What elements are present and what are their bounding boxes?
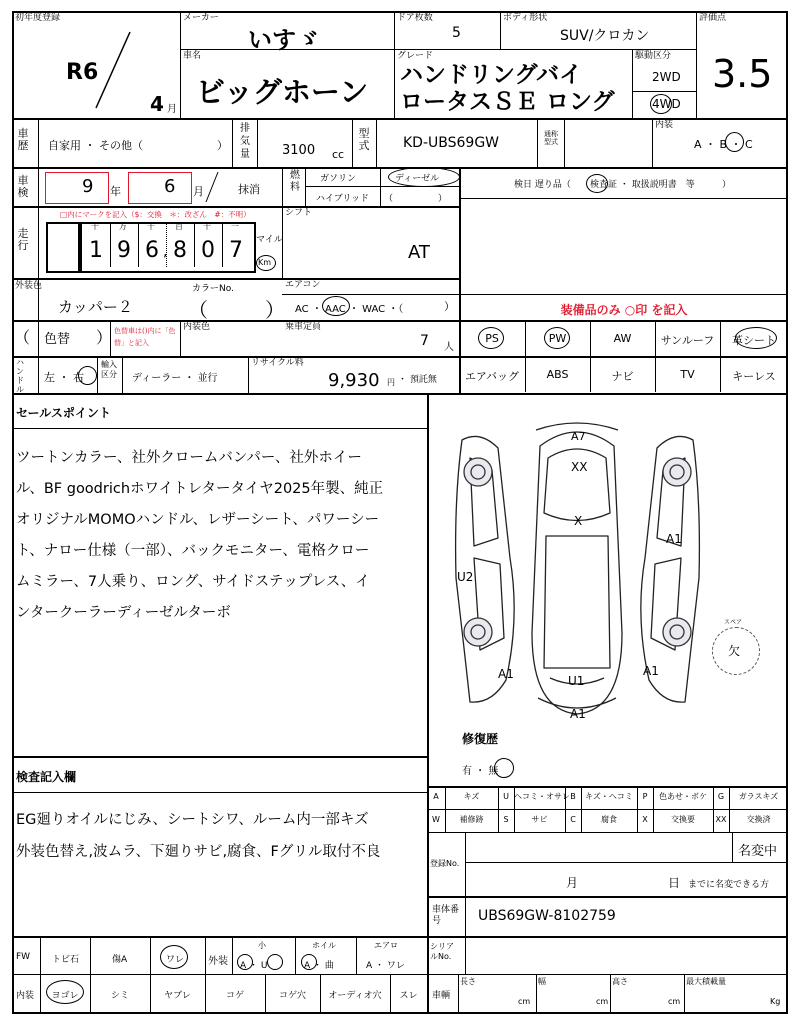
color-no-close: ） bbox=[265, 298, 285, 322]
history-text: 自家用 ・ その他（ bbox=[48, 139, 143, 152]
odo-digit: 0 bbox=[201, 238, 215, 263]
aero-opts: A ・ ワレ bbox=[366, 961, 405, 971]
doors: 5 bbox=[452, 25, 461, 41]
mile-label: マイル bbox=[256, 235, 283, 245]
import: ディーラー ・ 並行 bbox=[132, 373, 218, 384]
divider bbox=[12, 393, 788, 395]
insp-year: 9 bbox=[82, 176, 94, 197]
divider bbox=[720, 320, 721, 356]
interior-item: オーディオ穴 bbox=[328, 991, 382, 1001]
divider bbox=[632, 49, 633, 118]
legend-desc: キズ・ヘコミ bbox=[585, 792, 633, 801]
first-reg-month: 4 bbox=[150, 92, 164, 116]
damage-left-side: U2 bbox=[457, 570, 474, 584]
docs-prefix: 検日 遅り品（ bbox=[514, 180, 571, 190]
serial-label: シリアルNo. bbox=[430, 942, 454, 961]
legend-desc: ヘコミ・オサレ bbox=[514, 792, 570, 801]
divider bbox=[536, 974, 537, 1014]
divider bbox=[655, 320, 656, 356]
legend-code: A bbox=[433, 792, 439, 801]
odo-divider bbox=[110, 223, 111, 267]
repaint-close: ） bbox=[96, 328, 113, 347]
repair-label: 修復歴 bbox=[462, 732, 499, 746]
selected-small-u-mark bbox=[267, 954, 283, 970]
divider bbox=[12, 756, 427, 758]
divider bbox=[459, 320, 788, 321]
odo-digit: 1 bbox=[89, 238, 103, 263]
aero-label: エアロ bbox=[374, 941, 398, 950]
odo-unit-label: 十 bbox=[91, 222, 99, 231]
sales-point-line: ル、BF goodrichホワイトレタータイヤ2025年製、純正 bbox=[16, 481, 384, 497]
body-label: ボディ形状 bbox=[503, 13, 548, 23]
selected-small-a-mark bbox=[237, 954, 253, 970]
legend-desc: サビ bbox=[531, 815, 548, 824]
insp-year-suffix: 年 bbox=[110, 185, 121, 198]
width-unit: cm bbox=[596, 997, 609, 1006]
odo-digit: 7 bbox=[229, 238, 243, 263]
sales-point-line: オリジナルMOMOハンドル、レザーシート、パワーシー bbox=[16, 512, 380, 528]
common-model-label: 通称型式 bbox=[544, 130, 558, 146]
divider bbox=[380, 167, 381, 206]
length-label: 長さ bbox=[460, 977, 476, 986]
odo-unit-label: 十 bbox=[203, 222, 211, 231]
odo-digit: 6 bbox=[145, 238, 159, 263]
score-label: 評価点 bbox=[699, 13, 727, 23]
mileage-mark-box bbox=[46, 222, 80, 273]
interior-grade-label: 内装 bbox=[655, 120, 674, 130]
divider bbox=[652, 118, 653, 167]
divider bbox=[352, 118, 353, 167]
name-change: 名変中 bbox=[738, 844, 778, 859]
divider bbox=[590, 356, 591, 392]
divider bbox=[394, 11, 395, 118]
divider bbox=[90, 936, 91, 974]
deregistered: 抹消 bbox=[238, 183, 260, 196]
divider bbox=[564, 118, 565, 167]
history-label: 車歴 bbox=[17, 127, 29, 152]
selected-pw-mark bbox=[544, 327, 570, 349]
wheel-opts: A ・ 曲 bbox=[304, 961, 334, 971]
fuel-hybrid: ハイブリッド bbox=[316, 194, 370, 204]
legend-desc: 補修跡 bbox=[459, 815, 484, 824]
selected-diesel-mark bbox=[388, 167, 460, 187]
first-reg-label: 初年度登録 bbox=[15, 13, 61, 23]
divider bbox=[610, 974, 611, 1014]
spare-label: スペア bbox=[724, 619, 743, 626]
car-name: ビッグホーン bbox=[196, 75, 369, 109]
selected-ps-mark bbox=[478, 327, 504, 349]
divider bbox=[465, 862, 788, 863]
odo-unit-label: 千 bbox=[147, 222, 155, 231]
damage-rear-right: A1 bbox=[643, 664, 659, 678]
recycle-label: リサイクル料 bbox=[251, 358, 304, 368]
selected-crack-w-mark bbox=[160, 945, 188, 969]
interior-grades: A ・ B ・ C bbox=[694, 138, 753, 151]
reg-month: 月 bbox=[566, 876, 579, 890]
equipment-item: ABS bbox=[546, 368, 569, 381]
divider bbox=[12, 206, 460, 208]
fuel-diesel: ディーゼル bbox=[395, 174, 440, 184]
fuel-gasoline: ガソリン bbox=[320, 174, 357, 184]
divider bbox=[500, 11, 501, 49]
docs-label: 検査証 ・ 取扱説明書 等 bbox=[590, 180, 695, 190]
ac-label: エアコン bbox=[285, 280, 321, 290]
damage-rear-left: A1 bbox=[498, 667, 514, 681]
equipment-header: 装備品のみ ○印 を記入 bbox=[560, 303, 688, 317]
sales-point-line: ト、ナロー仕様（一部）、バックモニター、電格クロー bbox=[16, 543, 370, 559]
ac-options: AC ・ AAC ・ WAC ・（ bbox=[295, 304, 404, 315]
recycle-note: ・ 預託無 bbox=[398, 375, 437, 385]
capacity: 7 bbox=[420, 333, 429, 349]
odo-divider bbox=[222, 223, 223, 267]
insp-year-box bbox=[45, 172, 109, 204]
import-label: 輸入区分 bbox=[101, 360, 117, 379]
divider bbox=[38, 118, 39, 393]
equipment-item: AW bbox=[613, 332, 632, 345]
interior-color-label: 内装色 bbox=[183, 322, 211, 332]
divider bbox=[427, 832, 788, 833]
shift: AT bbox=[408, 242, 430, 263]
divider bbox=[684, 974, 685, 1014]
divider bbox=[465, 896, 466, 936]
sales-point-line: ムミラー、7人乗り、ロング、サイドステップレス、イ bbox=[16, 574, 370, 590]
insp-month-suffix: 月 bbox=[193, 185, 204, 198]
maker: いすゞ bbox=[248, 26, 320, 54]
divider bbox=[465, 832, 466, 896]
divider bbox=[232, 936, 233, 974]
legend-desc: ガラスキズ bbox=[738, 792, 779, 801]
legend-desc: 交換要 bbox=[671, 815, 695, 824]
divider bbox=[720, 356, 721, 392]
legend-desc: 腐食 bbox=[601, 815, 617, 824]
divider bbox=[525, 356, 526, 392]
color-no-open: （ bbox=[188, 298, 208, 322]
selected-ac-mark bbox=[322, 296, 350, 316]
divider bbox=[12, 936, 427, 938]
crack-a-label: 傷A bbox=[112, 955, 128, 965]
interior-item: コゲ穴 bbox=[278, 991, 306, 1001]
grade-line1: ハンドリングバイ bbox=[400, 62, 583, 88]
divider bbox=[180, 11, 181, 118]
slash-mark bbox=[92, 30, 132, 110]
small-opts: A ・ U bbox=[240, 961, 268, 971]
displacement: 3100 bbox=[282, 143, 316, 158]
equipment-item: キーレス bbox=[732, 370, 776, 383]
divider bbox=[459, 167, 461, 393]
drive-2wd: 2WD bbox=[652, 70, 681, 84]
height-unit: cm bbox=[668, 997, 681, 1006]
divider bbox=[205, 936, 206, 974]
repaint: 色替 bbox=[44, 332, 71, 347]
chassis-number: UBS69GW-8102759 bbox=[478, 908, 616, 924]
odo-divider bbox=[194, 223, 195, 267]
interior-item: ヨゴレ bbox=[51, 991, 79, 1001]
inspection-note-2: 外装色替え,波ムラ、下廻りサビ,腐食、Fグリル取付不良 bbox=[16, 844, 381, 860]
divider bbox=[537, 118, 538, 167]
slash-mark bbox=[204, 170, 220, 204]
recycle-unit: 円 bbox=[387, 378, 395, 387]
shift-label: シフト bbox=[285, 208, 313, 218]
selected-docs-mark bbox=[586, 174, 608, 193]
damage-front: A7 bbox=[571, 430, 586, 443]
mileage-label: 走行 bbox=[17, 227, 29, 252]
drive-4wd: 4WD bbox=[652, 97, 681, 111]
capacity-label: 乗車定員 bbox=[285, 322, 322, 332]
selected-dirt-mark bbox=[46, 980, 84, 1004]
divider bbox=[525, 320, 526, 356]
divider bbox=[12, 356, 788, 358]
divider bbox=[427, 393, 429, 1014]
divider bbox=[465, 936, 466, 974]
doors-label: ドア枚数 bbox=[397, 13, 433, 23]
weight-unit: Kg bbox=[770, 997, 781, 1006]
legend-desc: 交換済 bbox=[746, 815, 771, 824]
color-no-label: カラーNo. bbox=[192, 284, 234, 294]
ac-close: ） bbox=[444, 300, 455, 313]
handle: 左 ・ 右 bbox=[44, 371, 84, 384]
recycle: 9,930 bbox=[328, 370, 380, 391]
model-label: 型式 bbox=[358, 127, 370, 152]
damage-roof: X bbox=[574, 514, 583, 528]
equipment-item: サンルーフ bbox=[660, 334, 715, 347]
damage-tailgate: U1 bbox=[568, 674, 585, 688]
equipment-item: PS bbox=[485, 332, 499, 345]
divider bbox=[12, 792, 427, 793]
first-reg-year: R6 bbox=[66, 60, 99, 85]
selected-repair-none-mark bbox=[494, 758, 514, 778]
divider bbox=[12, 278, 460, 280]
repair-options: 有 ・ 無 bbox=[462, 766, 499, 777]
selected-4wd-mark bbox=[650, 94, 672, 114]
divider bbox=[180, 320, 181, 356]
exterior-small-label: 外装 bbox=[208, 956, 228, 967]
odo-unit-label: 万 bbox=[119, 222, 127, 231]
interior-item: スレ bbox=[399, 991, 418, 1001]
divider bbox=[427, 896, 788, 898]
handle-label: ハンドル bbox=[16, 358, 24, 394]
divider bbox=[282, 294, 788, 295]
divider bbox=[590, 320, 591, 356]
odo-digit: 9 bbox=[117, 238, 131, 263]
weight-label: 最大積載量 bbox=[686, 977, 726, 986]
divider bbox=[12, 428, 427, 429]
interior-item: シミ bbox=[110, 991, 129, 1001]
fuel-hybrid-paren: （ ） bbox=[384, 194, 448, 204]
odo-divider bbox=[138, 223, 139, 267]
registration-label: 登録No. bbox=[430, 859, 460, 868]
odo-comma: , bbox=[163, 244, 168, 260]
sales-point-line: ツートンカラー、社外クロームバンパー、社外ホイー bbox=[16, 450, 362, 466]
divider bbox=[356, 936, 357, 974]
selected-right-handle-mark bbox=[78, 366, 97, 385]
mileage-note: □内にマークを記入（$：交換 ＊：改ざん #：不明） bbox=[60, 210, 251, 219]
insp-month: 6 bbox=[164, 176, 176, 197]
reg-deadline-note: までに名変できる方 bbox=[688, 880, 770, 890]
divider bbox=[12, 974, 788, 975]
divider bbox=[122, 356, 123, 393]
length-unit: cm bbox=[518, 997, 531, 1006]
displacement-label: 排気量 bbox=[240, 123, 250, 160]
selected-km-mark bbox=[256, 255, 276, 271]
repaint-note: 色替車は()内に「色替」と記入 bbox=[114, 327, 176, 347]
wheel-label: ホイル bbox=[312, 941, 336, 950]
divider bbox=[427, 936, 428, 974]
damage-right-side: A1 bbox=[666, 532, 682, 546]
inspection-notes-title: 検査記入欄 bbox=[16, 770, 77, 784]
inspection-note-1: EG廻りオイルにじみ、シートシワ、ルーム内一部キズ bbox=[16, 812, 369, 828]
damage-hood: XX bbox=[571, 460, 588, 474]
maker-label: メーカー bbox=[183, 13, 219, 23]
odo-unit-label: 一 bbox=[231, 222, 239, 231]
legend-code: U bbox=[503, 792, 509, 801]
reg-day: 日 bbox=[668, 876, 681, 890]
fw-label: FW bbox=[16, 952, 31, 962]
divider bbox=[427, 974, 428, 1014]
divider bbox=[40, 936, 41, 974]
divider bbox=[696, 11, 697, 118]
drive-label: 駆動区分 bbox=[635, 51, 672, 61]
divider bbox=[97, 356, 98, 393]
chassis-label: 車体番号 bbox=[432, 905, 460, 926]
legend-code: X bbox=[642, 815, 648, 824]
cc-unit: cc bbox=[332, 148, 345, 161]
legend-desc: キズ bbox=[463, 792, 480, 801]
crack-w-label: ワレ bbox=[166, 955, 185, 965]
legend-code: G bbox=[717, 792, 725, 801]
interior-label: 内装 bbox=[16, 991, 35, 1001]
width-label: 幅 bbox=[538, 977, 546, 986]
damage-rear-bumper: A1 bbox=[570, 707, 586, 721]
interior-item: コゲ bbox=[225, 991, 244, 1001]
divider bbox=[632, 91, 696, 92]
spare-mark: 欠 bbox=[728, 644, 741, 658]
selected-interior-b-mark bbox=[725, 132, 744, 152]
history-close: ） bbox=[217, 139, 228, 152]
equipment-item: ナビ bbox=[611, 370, 634, 383]
chip-label: トビ石 bbox=[52, 955, 80, 965]
docs-suffix: ） bbox=[722, 180, 732, 190]
exterior-color-label: 外装色 bbox=[15, 281, 43, 291]
legend-code: S bbox=[503, 815, 509, 824]
odo-digit: 8 bbox=[173, 238, 187, 263]
small-label: 小 bbox=[258, 941, 266, 950]
repaint-open: （ bbox=[14, 328, 31, 347]
model: KD-UBS69GW bbox=[403, 135, 500, 151]
dims-label: 車輌 bbox=[432, 991, 451, 1001]
legend-code: XX bbox=[715, 815, 727, 824]
divider bbox=[732, 832, 733, 862]
legend-code: B bbox=[570, 792, 576, 801]
legend-code: W bbox=[432, 815, 440, 824]
odo-unit-label: 百 bbox=[175, 222, 183, 231]
divider bbox=[459, 198, 788, 199]
equipment-item: エアバッグ bbox=[464, 370, 520, 383]
divider bbox=[248, 356, 249, 393]
divider bbox=[232, 118, 233, 167]
selected-wheel-a-mark bbox=[301, 954, 317, 970]
height-label: 高さ bbox=[612, 977, 628, 986]
divider bbox=[427, 936, 788, 938]
divider bbox=[427, 809, 788, 810]
divider bbox=[257, 118, 258, 167]
legend-code: C bbox=[570, 815, 576, 824]
insp-month-box bbox=[128, 172, 192, 204]
equipment-item: 革シート bbox=[732, 334, 776, 347]
score: 3.5 bbox=[712, 52, 773, 96]
inspection-label: 車検 bbox=[17, 174, 29, 199]
divider bbox=[150, 936, 151, 974]
car-name-label: 車名 bbox=[183, 51, 202, 61]
grade-label: グレード bbox=[397, 51, 434, 61]
capacity-unit: 人 bbox=[444, 342, 454, 353]
interior-item: ヤブレ bbox=[164, 991, 191, 1001]
body-type: SUV/クロカン bbox=[560, 28, 650, 44]
divider bbox=[376, 118, 377, 167]
divider bbox=[655, 356, 656, 392]
divider bbox=[282, 167, 283, 278]
legend-code: P bbox=[642, 792, 648, 801]
sales-point-line: ンタークーラーディーゼルターボ bbox=[16, 605, 231, 621]
legend-desc: 色あせ・ボケ bbox=[659, 792, 707, 801]
sales-points-title: セールスポイント bbox=[16, 406, 111, 420]
equipment-item: TV bbox=[680, 368, 695, 381]
month-suffix: 月 bbox=[167, 104, 177, 115]
km-label: Km bbox=[258, 258, 272, 267]
divider bbox=[295, 936, 296, 974]
exterior-color: カッパー２ bbox=[58, 298, 133, 316]
divider bbox=[458, 974, 459, 1014]
grade-line2: ロータスＳＥ ロング bbox=[400, 89, 615, 115]
selected-leather-mark bbox=[735, 327, 777, 349]
fuel-label: 燃料 bbox=[290, 170, 300, 193]
equipment-item: PW bbox=[548, 332, 567, 345]
